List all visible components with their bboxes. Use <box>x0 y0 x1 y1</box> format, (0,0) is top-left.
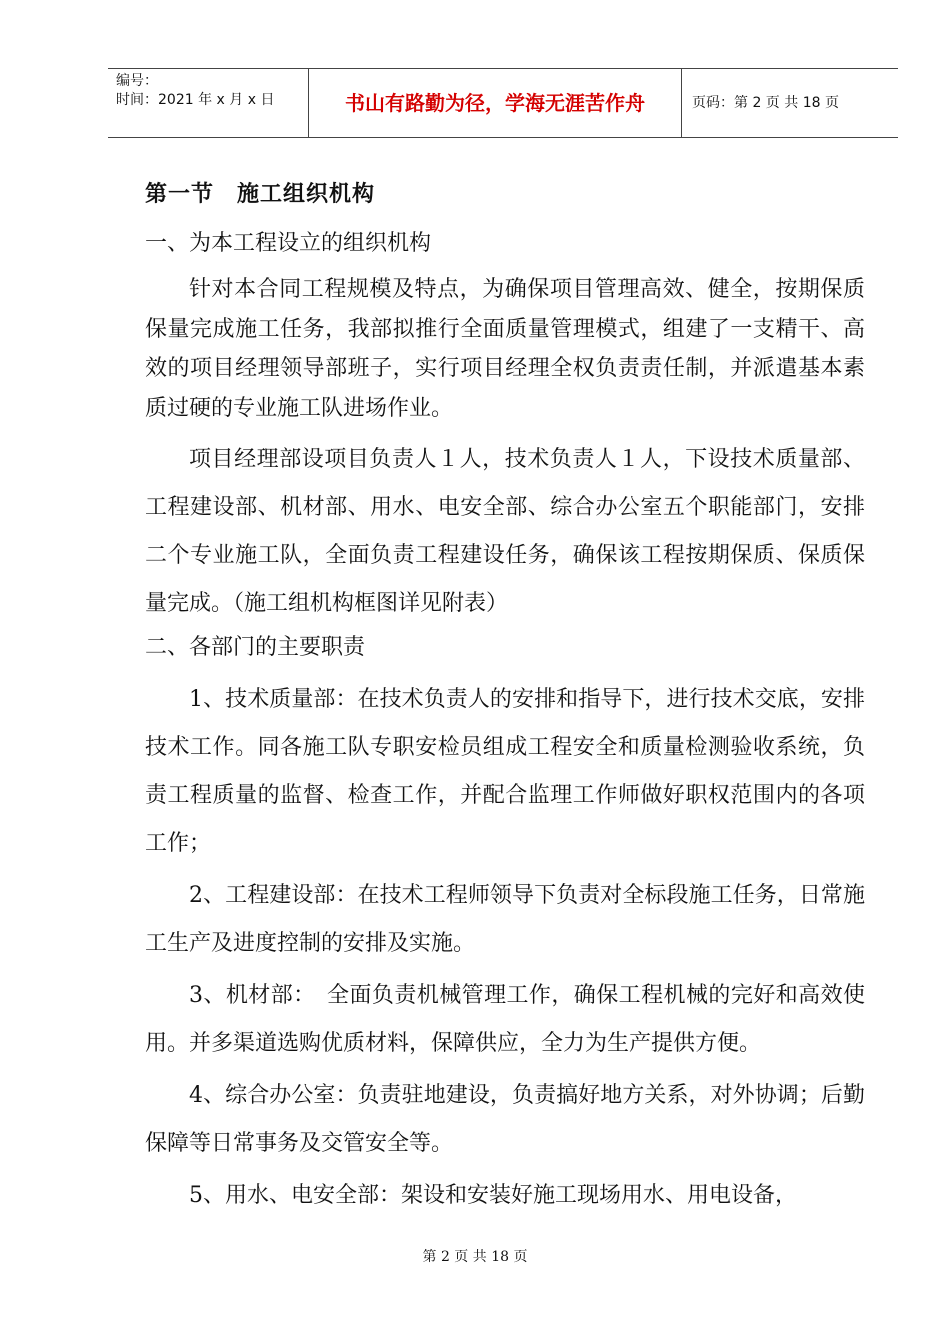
duty-item-3: 3、机材部： 全面负责机械管理工作，确保工程机械的完好和高效使用。并多渠道选购优质材料，保障供应，全力为生产提供方便。 <box>145 983 865 1056</box>
duty-item-4: 4、综合办公室：负责驻地建设，负责搞好地方关系，对外协调；后勤保障等日常事务及交管安全等。 <box>145 1083 865 1156</box>
heading-organization: 一、为本工程设立的组织机构 <box>145 231 432 256</box>
section-title: 第一节 施工组织机构 <box>145 181 376 207</box>
duty-item-2: 2、工程建设部：在技术工程师领导下负责对全标段施工任务，日常施工生产及进度控制的安排及实施。 <box>145 883 865 956</box>
document-body <box>145 176 865 1220</box>
header-meta <box>108 69 308 137</box>
doc-number-label: 编号： <box>116 73 158 89</box>
page-footer: 第 2 页 共 18 页 <box>422 1249 528 1265</box>
doc-time-label: 时间：2021 年 x 月 x 日 <box>116 92 275 108</box>
header-motto: 书山有路勤为径，学海无涯苦作舟 <box>308 69 682 137</box>
duty-item-1: 1、技术质量部：在技术负责人的安排和指导下，进行技术交底，安排技术工作。同各施工队专职安检员组成工程安全和质量检测验收系统，负责工程质量的监督、检查工作，并配合监理工作师做好职权范围内的各项工作； <box>145 687 865 856</box>
paragraph-intro: 针对本合同工程规模及特点，为确保项目管理高效、健全，按期保质保量完成施工任务，我部拟推行全面质量管理模式，组建了一支精干、高效的项目经理领导部班子，实行项目经理全权负责责任制，并派遣基本素质过硬的专业施工队进场作业。 <box>145 277 865 421</box>
paragraph-structure: 项目经理部设项目负责人１人，技术负责人１人，下设技术质量部、工程建设部、机材部、用水、电安全部、综合办公室五个职能部门，安排二个专业施工队，全面负责工程建设任务，确保该工程按期保质、保质保量完成。（施工组机构框图详见附表） <box>145 447 865 616</box>
header-page-info: 页码：第 2 页 共 18 页 <box>692 95 839 111</box>
duty-item-5: 5、用水、电安全部：架设和安装好施工现场用水、用电设备， <box>189 1183 797 1208</box>
page-header <box>108 68 898 138</box>
heading-duties: 二、各部门的主要职责 <box>145 635 366 660</box>
